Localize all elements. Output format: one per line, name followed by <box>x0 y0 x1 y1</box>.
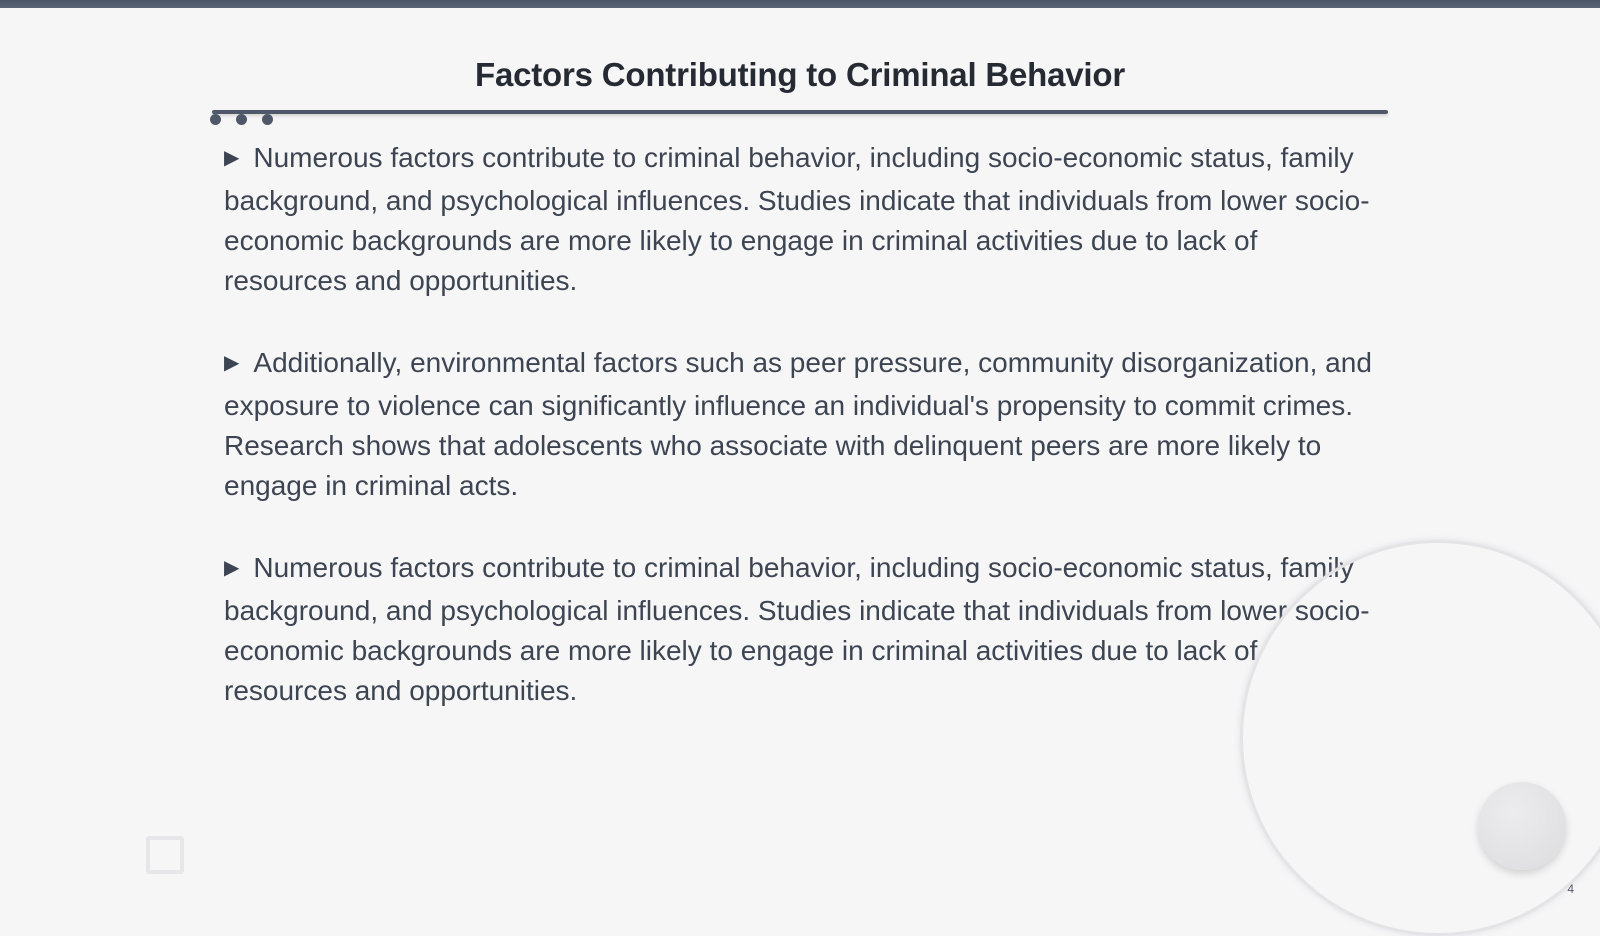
bullet-item <box>224 548 1374 711</box>
slide-title: Factors Contributing to Criminal Behavior <box>474 56 1125 93</box>
page-number: 4 <box>1567 882 1574 896</box>
title-underline <box>212 110 1388 114</box>
top-accent-bar <box>0 0 1600 8</box>
bullet-text: Numerous factors contribute to criminal behavior, including socio-economic status, family background, and psychological influences. Studies indicate that individuals from lower socio-economic backgrounds are more likely to engage in criminal activities due to lack of resources and opportunities. <box>224 552 1370 706</box>
decorative-square <box>146 836 184 874</box>
bullet-item <box>224 138 1374 301</box>
bullet-item <box>224 343 1374 506</box>
bullet-text: Additionally, environmental factors such as peer pressure, community disorganization, and exposure to violence can significantly influence an individual's propensity to commit crimes. Research shows that adolescents who associate with delinquent peers are more likely to engage in criminal acts. <box>224 347 1372 501</box>
rule-dot <box>262 114 273 125</box>
triangle-right-icon: ▶ <box>224 352 240 374</box>
rule-dot <box>210 114 221 125</box>
bullet-list <box>224 138 1374 753</box>
triangle-right-icon: ▶ <box>224 147 240 169</box>
bullet-text: Numerous factors contribute to criminal behavior, including socio-economic status, family background, and psychological influences. Studies indicate that individuals from lower socio-economic backgrounds are more likely to engage in criminal activities due to lack of resources and opportunities. <box>224 142 1370 296</box>
rule-dot <box>236 114 247 125</box>
triangle-right-icon: ▶ <box>224 557 240 579</box>
decorative-circle <box>1478 782 1566 870</box>
